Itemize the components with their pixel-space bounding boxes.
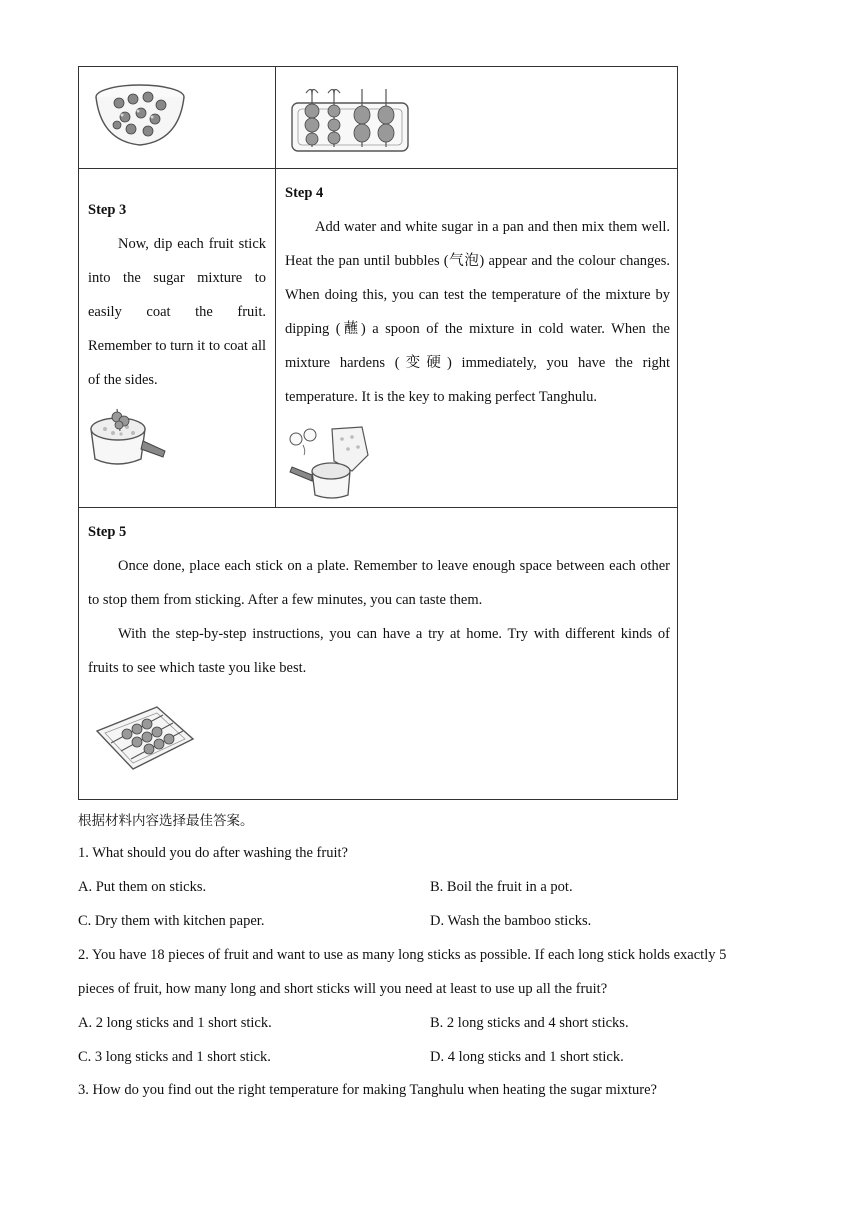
q2-option-d[interactable]: D. 4 long sticks and 1 short stick. xyxy=(430,1049,624,1065)
sugar-pan-illustration xyxy=(286,425,370,501)
dipping-pot-illustration xyxy=(87,407,169,471)
table-cell-bowl xyxy=(78,66,276,169)
question-1: 1. What should you do after washing the fruit? xyxy=(78,845,348,861)
fruit-sticks-illustration xyxy=(290,85,410,155)
step-5-text-2: With the step-by-step instructions, you can have a try at home. Try with different kinds of fruits to see which taste you like best. xyxy=(88,626,670,676)
question-2-line-1: 2. You have 18 pieces of fruit and want to use as many long sticks as possible. If each long stick holds exactly 5 xyxy=(78,947,727,963)
table-cell-sticks xyxy=(275,66,678,169)
step-3-text: Now, dip each fruit stick into the sugar mixture to easily coat the fruit. Remember to turn it to coat all of the sides. xyxy=(88,236,266,388)
step-5-cell xyxy=(78,507,678,800)
step-5-title: Step 5 xyxy=(88,524,127,540)
q2-option-b[interactable]: B. 2 long sticks and 4 short sticks. xyxy=(430,1015,629,1031)
instruction-text: 根据材料内容选择最佳答案。 xyxy=(78,813,254,829)
q1-option-d[interactable]: D. Wash the bamboo sticks. xyxy=(430,913,592,929)
q1-option-b[interactable]: B. Boil the fruit in a pot. xyxy=(430,879,573,895)
q1-option-a[interactable]: A. Put them on sticks. xyxy=(78,879,207,895)
question-3: 3. How do you find out the right temperature for making Tanghulu when heating the sugar mixture? xyxy=(78,1082,657,1098)
step-5-text-1: Once done, place each stick on a plate. Remember to leave enough space between each other to stop them from sticking. After a few minutes, you can taste them. xyxy=(88,558,670,608)
q1-option-c[interactable]: C. Dry them with kitchen paper. xyxy=(78,913,265,929)
step-4-text: Add water and white sugar in a pan and then mix them well. Heat the pan until bubbles (气泡) appear and the colour changes. When doing this, you can test the temperature of the mixture by dipping (蘸) a spoon of the mixture in cold water. When the mixture hardens (变硬) immediately, you have the right temperature. It is the key to making perfect Tanghulu. xyxy=(285,219,670,405)
fruit-bowl-illustration xyxy=(93,79,187,151)
recipe-table xyxy=(78,66,678,800)
step-3-title: Step 3 xyxy=(88,202,127,218)
step-3-cell xyxy=(78,168,276,508)
plate-illustration xyxy=(93,701,197,775)
question-2-line-2: pieces of fruit, how many long and short sticks will you need at least to use up all the fruit? xyxy=(78,981,608,997)
q2-option-c[interactable]: C. 3 long sticks and 1 short stick. xyxy=(78,1049,271,1065)
step-4-title: Step 4 xyxy=(285,185,324,201)
q2-option-a[interactable]: A. 2 long sticks and 1 short stick. xyxy=(78,1015,272,1031)
step-4-cell xyxy=(275,168,678,508)
